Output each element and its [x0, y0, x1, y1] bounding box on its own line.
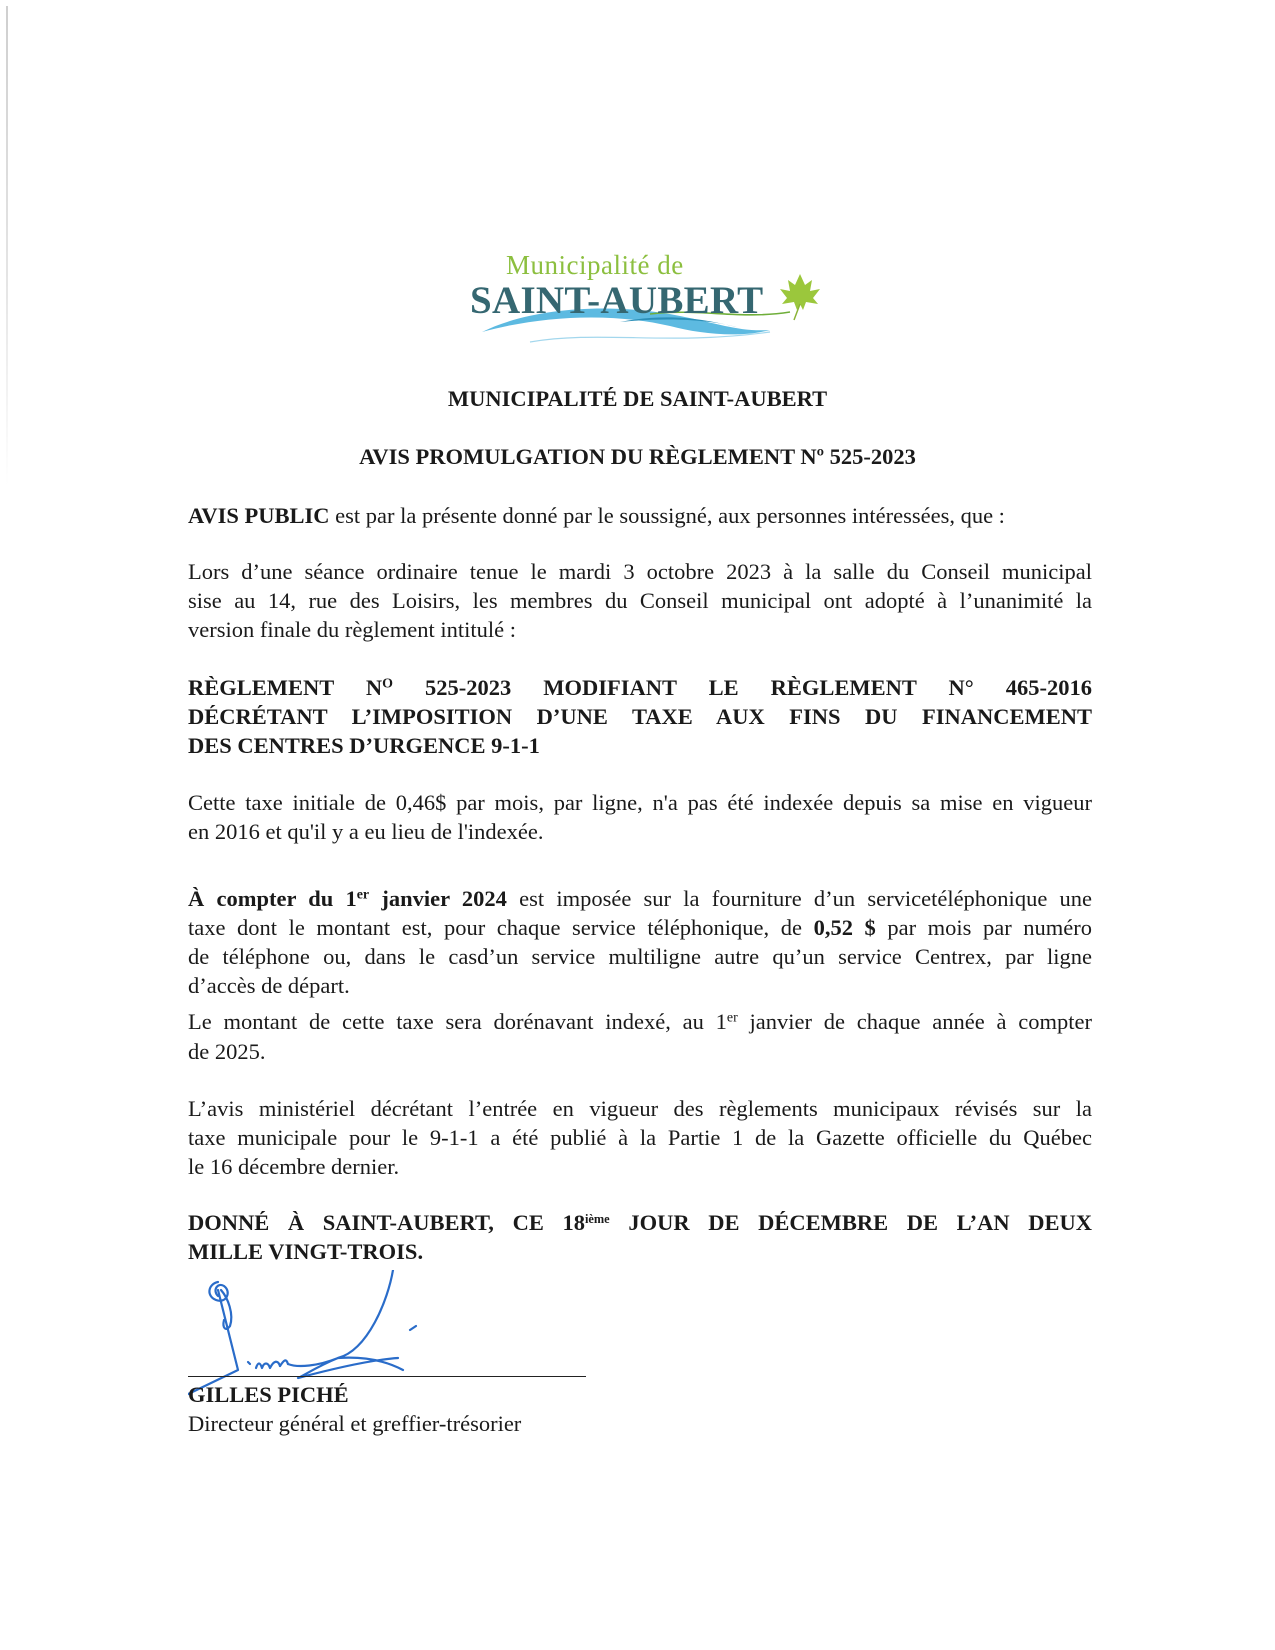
logo-line1: Municipalité de: [506, 250, 684, 280]
regulation-title-line: DÉCRÉTANT L’IMPOSITION D’UNE TAXE AUX FINS DU FINANCEMENT: [188, 704, 1092, 729]
signature-line: [188, 1376, 586, 1377]
paragraph3-text: est imposée sur la fourniture d’un servicetéléphonique une: [506, 886, 1093, 911]
effective-date-bold: janvier 2024: [369, 886, 507, 911]
paragraph4-text: janvier de chaque année à compter: [737, 1009, 1092, 1034]
closing-line: [188, 1212, 1092, 1235]
page-subtitle: AVIS PROMULGATION DU RÈGLEMENT Nº 525-2023: [359, 444, 916, 469]
closing-text: DONNÉ À SAINT-AUBERT, CE 18: [188, 1210, 585, 1235]
tax-amount: 0,52 $: [813, 915, 876, 940]
effective-date-sup: er: [356, 887, 370, 903]
logo-line2: SAINT-AUBERT: [470, 279, 764, 322]
regulation-title-part: 525-2023 MODIFIANT LE RÈGLEMENT N° 465-2016: [392, 675, 1093, 700]
regulation-title-part: RÈGLEMENT N: [188, 675, 383, 700]
regulation-title-line: [188, 677, 1092, 700]
paragraph4-line: [188, 1011, 1092, 1034]
signatory-name: GILLES PICHÉ: [188, 1382, 349, 1407]
intro-bold: AVIS PUBLIC: [188, 503, 330, 528]
paragraph4-text: Le montant de cette taxe sera dorénavant indexé, au 1: [188, 1009, 727, 1034]
intro-rest: est par la présente donné par le soussigné, aux personnes intéressées, que :: [329, 503, 1005, 528]
paragraph3-text: taxe dont le montant est, pour chaque service téléphonique, de: [188, 915, 814, 940]
paragraph1-line: sise au 14, rue des Loisirs, les membres du Conseil municipal ont adopté à l’unanimité la: [188, 588, 1092, 613]
regulation-title-sup: O: [382, 676, 393, 692]
paragraph2-line: Cette taxe initiale de 0,46$ par mois, par ligne, n'a pas été indexée depuis sa mise en vigueur: [188, 790, 1092, 815]
paragraph5-line: taxe municipale pour le 9-1-1 a été publié à la Partie 1 de la Gazette officielle du Québec: [188, 1125, 1092, 1150]
paragraph3-line: [188, 888, 1092, 911]
closing-text: JOUR DE DÉCEMBRE DE L’AN DEUX: [609, 1210, 1092, 1235]
paragraph3-text: par mois par numéro: [875, 915, 1093, 940]
paragraph3-line: [188, 917, 1092, 940]
signatory-role: Directeur général et greffier-trésorier: [188, 1411, 522, 1436]
paragraph3-line: de téléphone ou, dans le casd’un service multiligne autre qu’un service Centrex, par ligne: [188, 944, 1092, 969]
effective-date-bold: À compter du 1: [188, 886, 357, 911]
paragraph4-line: de 2025.: [188, 1039, 266, 1064]
intro-line: [188, 505, 1092, 528]
paragraph5-line: L’avis ministériel décrétant l’entrée en vigueur des règlements municipaux révisés sur la: [188, 1096, 1092, 1121]
closing-line: MILLE VINGT-TROIS.: [188, 1239, 424, 1264]
scan-edge-line: [6, 6, 8, 486]
paragraph1-line: version finale du règlement intitulé :: [188, 617, 517, 642]
municipality-logo: [470, 250, 840, 360]
paragraph4-sup: er: [726, 1010, 738, 1026]
paragraph3-line: d’accès de départ.: [188, 973, 350, 998]
regulation-title-line: DES CENTRES D’URGENCE 9-1-1: [188, 733, 540, 758]
paragraph2-line: en 2016 et qu'il y a eu lieu de l'indexée.: [188, 819, 544, 844]
page-title: MUNICIPALITÉ DE SAINT-AUBERT: [447, 386, 828, 411]
paragraph5-line: le 16 décembre dernier.: [188, 1154, 400, 1179]
closing-sup: ième: [584, 1212, 610, 1227]
paragraph1-line: Lors d’une séance ordinaire tenue le mardi 3 octobre 2023 à la salle du Conseil municipal: [188, 559, 1092, 584]
